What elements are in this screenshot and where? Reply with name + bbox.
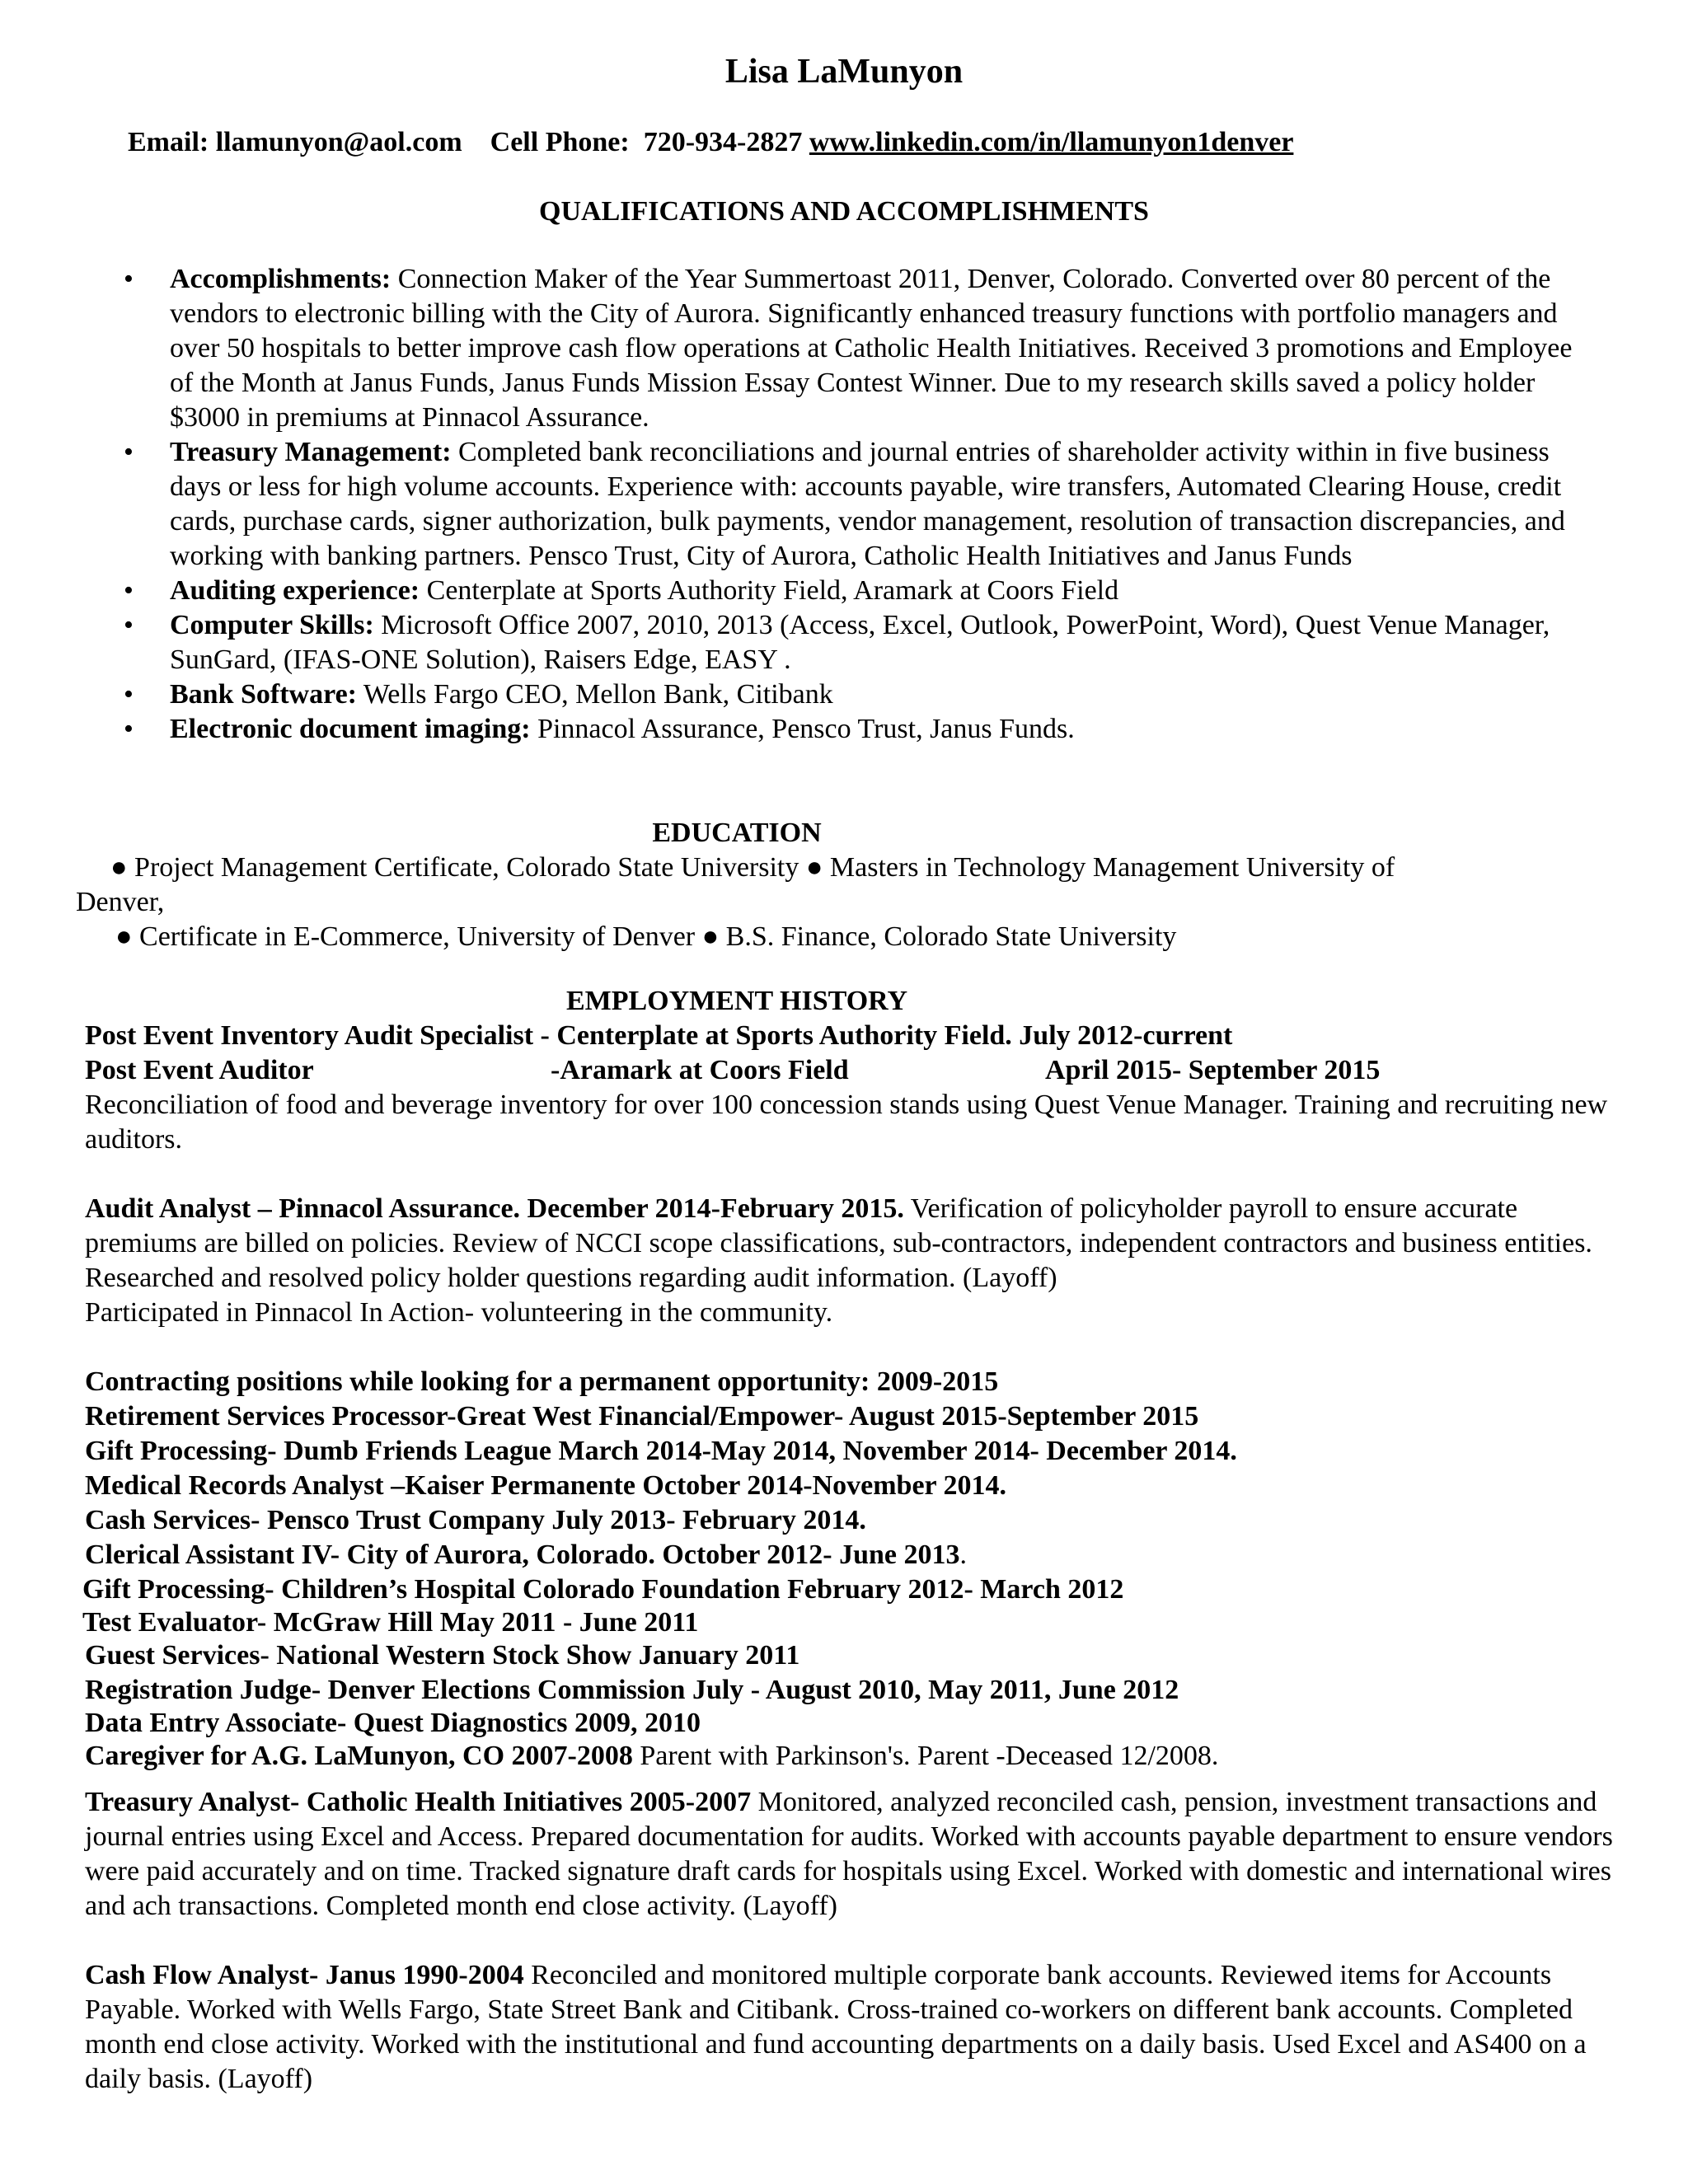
contracting-line: Contracting positions while looking for a permanent opportunity: 2009-2015 bbox=[85, 1366, 999, 1397]
job-dates: April 2015- September 2015 bbox=[1045, 1055, 1381, 1085]
contracting-line: Retirement Services Processor-Great West Financial/Empower- August 2015-September 2015 bbox=[85, 1401, 1199, 1432]
linkedin-link[interactable]: www.linkedin.com/in/llamunyon1denver bbox=[809, 127, 1294, 157]
job-description: Reconciled and monitored multiple corporate bank accounts. Reviewed items for Accounts Payable. Worked with Wells Fargo, State Street Bank and Citibank. Cross-trained co-workers on different bank accounts. Completed month end close activity. Worked with the institutional and fund accounting departments on a daily basis. Used Excel and AS400 on a daily basis. (Layoff) bbox=[85, 1960, 1587, 2094]
qualification-text: Microsoft Office 2007, 2010, 2013 (Access, Excel, Outlook, PowerPoint, Word), Quest Venue Manager, SunGard, (IFAS-ONE Solution), Raisers Edge, EASY . bbox=[170, 610, 1550, 675]
education-line-2: ● Certificate in E-Commerce, University of Denver ● B.S. Finance, Colorado State University bbox=[115, 921, 1177, 952]
qualification-item-auditing bbox=[124, 574, 1591, 608]
job-title-cash-flow-analyst: Cash Flow Analyst- Janus 1990-2004 bbox=[85, 1960, 524, 1990]
education-section bbox=[76, 851, 1642, 954]
contracting-line: Registration Judge- Denver Elections Commission July - August 2010, May 2011, June 2012 bbox=[85, 1675, 1179, 1705]
email-label: Email: bbox=[128, 127, 209, 157]
qualification-item-accomplishments bbox=[124, 262, 1591, 435]
job-description: Monitored, analyzed reconciled cash, pension, investment transactions and journal entries using Excel and Access. Prepared documentation for audits. Worked with accounts payable department to ensure vendors were paid accurately and on time. Tracked signature draft cards for hospitals using Excel. Worked with domestic and international wires and ach transactions. Completed month end close activity. (Layoff) bbox=[85, 1787, 1613, 1921]
caregiver-desc: Parent with Parkinson's. Parent -Deceased 12/2008. bbox=[632, 1741, 1219, 1771]
job-description: Verification of policyholder payroll to ensure accurate premiums are billed on policies. Review of NCCI scope classifications, sub-contractors, independent contractors and business entities. Researched and resolved policy holder questions regarding audit information. (Layoff) bbox=[85, 1193, 1592, 1293]
qualification-text: Wells Fargo CEO, Mellon Bank, Citibank bbox=[357, 679, 833, 710]
contracting-line: Clerical Assistant IV- City of Aurora, Colorado. October 2012- June 2013 bbox=[85, 1540, 960, 1570]
contracting-line: Cash Services- Pensco Trust Company July 2013- February 2014. bbox=[85, 1505, 866, 1535]
job-extra-note: Participated in Pinnacol In Action- volunteering in the community. bbox=[85, 1297, 833, 1328]
qualification-label: Computer Skills: bbox=[170, 610, 374, 640]
qualification-text: Pinnacol Assurance, Pensco Trust, Janus Funds. bbox=[530, 714, 1075, 744]
contracting-line-clerical bbox=[85, 1538, 1634, 1572]
job-title-centerplate: Post Event Inventory Audit Specialist - Centerplate at Sports Authority Field. July 2012-current bbox=[85, 1020, 1233, 1051]
job-title-treasury-analyst: Treasury Analyst- Catholic Health Initiatives 2005-2007 bbox=[85, 1787, 752, 1817]
contracting-line: Medical Records Analyst –Kaiser Permanente October 2014-November 2014. bbox=[85, 1470, 1007, 1501]
email-address: llamunyon@aol.com bbox=[215, 127, 462, 157]
job-title: Post Event Auditor bbox=[85, 1055, 314, 1085]
contact-line bbox=[128, 125, 1293, 160]
qualification-item-treasury bbox=[124, 435, 1591, 574]
employment-top-jobs bbox=[85, 1019, 1634, 1157]
candidate-name: Lisa LaMunyon bbox=[724, 53, 964, 91]
employment-heading: EMPLOYMENT HISTORY bbox=[565, 986, 908, 1016]
job-description: Reconciliation of food and beverage inventory for over 100 concession stands using Quest Venue Manager. Training and recruiting new auditors. bbox=[85, 1090, 1608, 1155]
qualification-text: Completed bank reconciliations and journal entries of shareholder activity within in five business days or less for high volume accounts. Experience with: accounts payable, wire transfers, Automated Clearing House, credit cards, purchase cards, signer authorization, bulk payments, vendor management, resolution of transaction discrepancies, and working with banking partners. Pensco Trust, City of Aurora, Catholic Health Initiatives and Janus Funds bbox=[170, 437, 1565, 571]
job-company: -Aramark at Coors Field bbox=[551, 1055, 849, 1085]
qualification-label: Electronic document imaging: bbox=[170, 714, 531, 744]
contracting-line: Guest Services- National Western Stock Show January 2011 bbox=[85, 1640, 800, 1671]
qualifications-heading: QUALIFICATIONS AND ACCOMPLISHMENTS bbox=[539, 196, 1149, 227]
qualification-item-computer bbox=[124, 608, 1591, 677]
education-line-1b: Denver, bbox=[76, 887, 165, 917]
contracting-line: Test Evaluator- McGraw Hill May 2011 - June 2011 bbox=[82, 1607, 699, 1638]
contracting-line: Gift Processing- Dumb Friends League March 2014-May 2014, November 2014- December 2014. bbox=[85, 1436, 1237, 1466]
qualification-text: Centerplate at Sports Authority Field, Aramark at Coors Field bbox=[420, 575, 1119, 606]
employment-treasury-analyst bbox=[85, 1785, 1634, 1924]
phone-number: 720-934-2827 bbox=[643, 127, 803, 157]
qualification-label: Bank Software: bbox=[170, 679, 357, 710]
employment-cash-flow-analyst bbox=[85, 1958, 1634, 2097]
job-title-pinnacol: Audit Analyst – Pinnacol Assurance. December 2014-February 2015. bbox=[85, 1193, 904, 1224]
trailing-period: . bbox=[959, 1540, 967, 1570]
education-heading: EDUCATION bbox=[652, 818, 822, 848]
employment-pinnacol bbox=[85, 1192, 1634, 1330]
phone-label: Cell Phone: bbox=[490, 127, 630, 157]
qualification-item-imaging bbox=[124, 712, 1591, 747]
caregiver-title: Caregiver for A.G. LaMunyon, CO 2007-2008 bbox=[85, 1741, 633, 1771]
contracting-line: Data Entry Associate- Quest Diagnostics 2009, 2010 bbox=[85, 1708, 701, 1738]
qualification-label: Auditing experience: bbox=[170, 575, 420, 606]
qualification-item-bank-software bbox=[124, 677, 1591, 712]
education-line-1: ● Project Management Certificate, Colorado State University ● Masters in Technology Management University of bbox=[110, 852, 1395, 883]
qualification-text: Connection Maker of the Year Summertoast 2011, Denver, Colorado. Converted over 80 percent of the vendors to electronic billing with the City of Aurora. Significantly enhanced treasury functions with portfolio managers and over 50 hospitals to better improve cash flow operations at Catholic Health Initiatives. Received 3 promotions and Employee of the Month at Janus Funds, Janus Funds Mission Essay Contest Winner. Due to my research skills saved a policy holder $3000 in premiums at Pinnacol Assurance. bbox=[170, 264, 1573, 433]
employment-contracting bbox=[82, 1365, 1634, 1774]
qualification-label: Accomplishments: bbox=[170, 264, 392, 294]
qualifications-list bbox=[124, 262, 1591, 747]
qualification-label: Treasury Management: bbox=[170, 437, 452, 467]
job-row-aramark bbox=[85, 1053, 1634, 1088]
contracting-line: Gift Processing- Children’s Hospital Colorado Foundation February 2012- March 2012 bbox=[82, 1574, 1124, 1605]
caregiver-line bbox=[85, 1739, 1634, 1774]
